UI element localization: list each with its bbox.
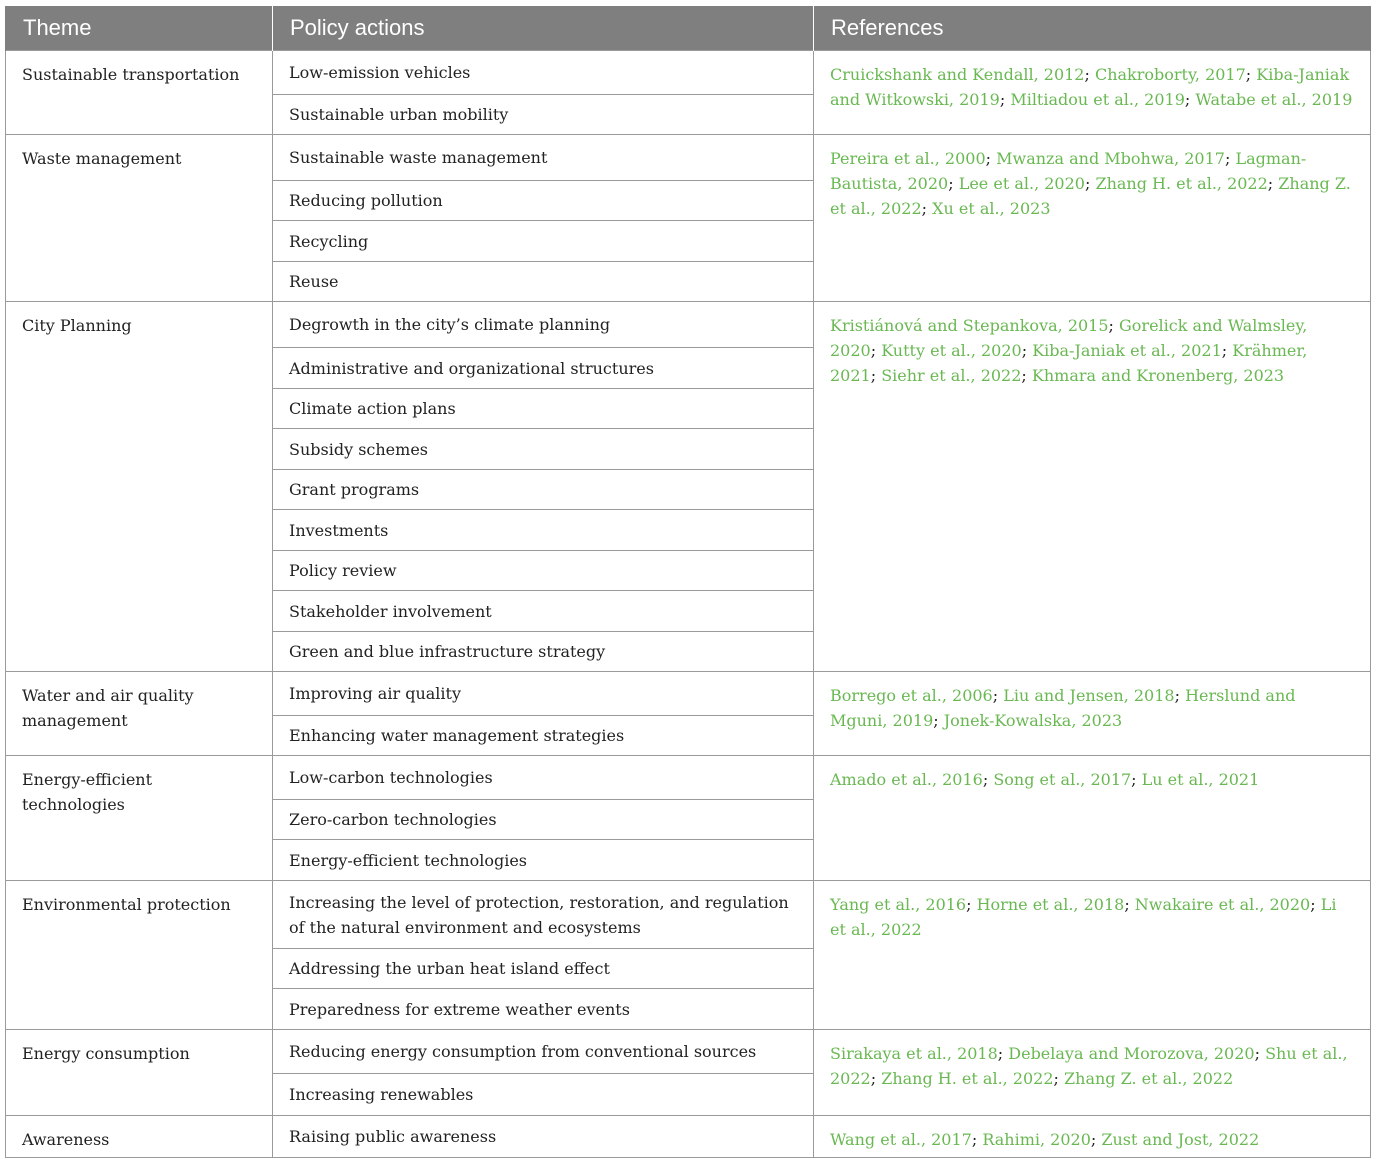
reference-separator: ; <box>1021 366 1032 385</box>
reference-link[interactable]: Lu et al., 2021 <box>1141 770 1260 789</box>
policy-action-cell: Reuse <box>273 262 814 302</box>
theme-cell: Waste management <box>6 135 273 302</box>
reference-separator: ; <box>1245 65 1257 84</box>
policy-action-cell: Addressing the urban heat island effect <box>273 949 814 989</box>
policy-action-cell: Zero-carbon technologies <box>273 800 814 840</box>
reference-link[interactable]: Liu and Jensen, 2018 <box>1003 686 1175 705</box>
reference-separator: ; <box>985 149 997 168</box>
theme-cell: Environmental protection <box>6 881 273 1030</box>
references-cell <box>814 51 1371 135</box>
reference-separator: ; <box>1310 895 1321 914</box>
reference-separator: ; <box>992 686 1004 705</box>
policy-table <box>5 6 1371 1158</box>
policy-action-cell: Climate action plans <box>273 389 814 429</box>
reference-link[interactable]: Xu et al., 2023 <box>932 199 1051 218</box>
reference-separator: ; <box>1254 1044 1266 1063</box>
reference-separator: ; <box>1221 341 1233 360</box>
policy-action-cell: Improving air quality <box>273 672 814 716</box>
reference-link[interactable]: Mwanza and Mbohwa, 2017 <box>996 149 1225 168</box>
table-row <box>6 1030 1371 1074</box>
reference-link[interactable]: Kutty et al., 2020 <box>881 341 1022 360</box>
policy-action-cell: Green and blue infrastructure strategy <box>273 632 814 672</box>
theme-cell: Energy consumption <box>6 1030 273 1116</box>
reference-separator: ; <box>870 341 882 360</box>
theme-cell: City Planning <box>6 302 273 672</box>
header-references: References <box>814 6 1371 51</box>
reference-link[interactable]: Jonek-Kowalska, 2023 <box>943 711 1123 730</box>
policy-action-cell: Low-carbon technologies <box>273 756 814 800</box>
reference-link[interactable]: Pereira et al., 2000 <box>830 149 986 168</box>
reference-separator: ; <box>997 1044 1009 1063</box>
reference-separator: ; <box>1184 90 1196 109</box>
reference-link[interactable]: Song et al., 2017 <box>993 770 1132 789</box>
references-cell <box>814 756 1371 881</box>
policy-action-cell: Reducing pollution <box>273 181 814 221</box>
reference-separator: ; <box>921 199 933 218</box>
reference-link[interactable]: Gorelick and Walmsley, 2020 <box>830 316 1308 360</box>
table-row <box>6 135 1371 181</box>
reference-separator: ; <box>982 770 994 789</box>
policy-action-cell: Recycling <box>273 221 814 262</box>
policy-action-cell: Policy review <box>273 551 814 591</box>
reference-link[interactable]: Kristiánová and Stepankova, 2015 <box>830 316 1109 335</box>
header-row <box>6 6 1371 51</box>
reference-link[interactable]: Zhang Z. et al., 2022 <box>1064 1069 1234 1088</box>
reference-link[interactable]: Lagman-Bautista, 2020 <box>830 149 1307 193</box>
reference-separator: ; <box>1224 149 1236 168</box>
reference-link[interactable]: Debelaya and Morozova, 2020 <box>1008 1044 1255 1063</box>
reference-separator: ; <box>1131 770 1142 789</box>
references-cell <box>814 1030 1371 1116</box>
policy-action-cell: Investments <box>273 510 814 551</box>
references-cell <box>814 135 1371 302</box>
policy-action-cell: Preparedness for extreme weather events <box>273 989 814 1030</box>
theme-cell: Sustainable transportation <box>6 51 273 135</box>
reference-separator: ; <box>1267 174 1279 193</box>
reference-link[interactable]: Cruickshank and Kendall, 2012 <box>830 65 1085 84</box>
reference-link[interactable]: Borrego et al., 2006 <box>830 686 993 705</box>
reference-separator: ; <box>966 895 977 914</box>
policy-action-cell: Raising public awareness <box>273 1116 814 1158</box>
policy-action-cell: Sustainable waste management <box>273 135 814 181</box>
header-policy-actions: Policy actions <box>273 6 814 51</box>
reference-separator: ; <box>1090 1130 1102 1149</box>
table-row <box>6 1116 1371 1158</box>
policy-action-cell: Reducing energy consumption from conventional sources <box>273 1030 814 1074</box>
policy-action-cell: Sustainable urban mobility <box>273 95 814 135</box>
reference-separator: ; <box>1084 65 1095 84</box>
reference-separator: ; <box>1108 316 1120 335</box>
reference-link[interactable]: Yang et al., 2016 <box>830 895 967 914</box>
reference-link[interactable]: Zhang H. et al., 2022 <box>881 1069 1054 1088</box>
reference-link[interactable]: Zhang H. et al., 2022 <box>1095 174 1268 193</box>
reference-separator: ; <box>870 1069 882 1088</box>
reference-link[interactable]: Watabe et al., 2019 <box>1195 90 1353 109</box>
table-row <box>6 756 1371 800</box>
reference-separator: ; <box>1021 341 1033 360</box>
policy-action-cell: Low-emission vehicles <box>273 51 814 95</box>
policy-action-cell: Enhancing water management strategies <box>273 716 814 756</box>
reference-link[interactable]: Shu et al., 2022 <box>830 1044 1348 1088</box>
reference-link[interactable]: Horne et al., 2018 <box>976 895 1125 914</box>
reference-separator: ; <box>999 90 1011 109</box>
reference-separator: ; <box>1174 686 1186 705</box>
reference-separator: ; <box>933 711 944 730</box>
reference-link[interactable]: Sirakaya et al., 2018 <box>830 1044 998 1063</box>
reference-separator: ; <box>1084 174 1096 193</box>
reference-link[interactable]: Khmara and Kronenberg, 2023 <box>1031 366 1285 385</box>
theme-cell: Water and air quality management <box>6 672 273 756</box>
table-row <box>6 51 1371 95</box>
reference-link[interactable]: Siehr et al., 2022 <box>881 366 1022 385</box>
policy-action-cell: Grant programs <box>273 470 814 510</box>
reference-separator: ; <box>1124 895 1135 914</box>
policy-action-cell: Administrative and organizational structures <box>273 348 814 389</box>
reference-separator: ; <box>1053 1069 1065 1088</box>
policy-action-cell: Degrowth in the city’s climate planning <box>273 302 814 348</box>
reference-link[interactable]: Krähmer, 2021 <box>830 341 1308 385</box>
reference-link[interactable]: Wang et al., 2017 <box>830 1130 972 1149</box>
reference-separator: ; <box>948 174 959 193</box>
policy-action-cell: Increasing renewables <box>273 1074 814 1116</box>
reference-link[interactable]: Zust and Jost, 2022 <box>1101 1130 1260 1149</box>
references-cell <box>814 672 1371 756</box>
reference-separator: ; <box>971 1130 983 1149</box>
table-row <box>6 672 1371 716</box>
reference-link[interactable]: Zhang Z. et al., 2022 <box>830 174 1351 218</box>
references-cell <box>814 1116 1371 1158</box>
policy-action-cell: Stakeholder involvement <box>273 591 814 632</box>
reference-link[interactable]: Kiba-Janiak and Witkowski, 2019 <box>830 65 1350 109</box>
policy-action-cell: Subsidy schemes <box>273 429 814 470</box>
reference-link[interactable]: Chakroborty, 2017 <box>1094 65 1246 84</box>
policy-action-cell: Energy-efficient technologies <box>273 840 814 881</box>
reference-link[interactable]: Herslund and Mguni, 2019 <box>830 686 1296 730</box>
reference-link[interactable]: Miltiadou et al., 2019 <box>1010 90 1185 109</box>
reference-link[interactable]: Amado et al., 2016 <box>830 770 983 789</box>
policy-action-cell: Increasing the level of protection, restoration, and regulation of the natural environment and ecosystems <box>273 881 814 949</box>
table-body <box>6 51 1371 1158</box>
table-row <box>6 302 1371 348</box>
reference-link[interactable]: Kiba-Janiak et al., 2021 <box>1032 341 1222 360</box>
reference-link[interactable]: Rahimi, 2020 <box>982 1130 1091 1149</box>
reference-link[interactable]: Li et al., 2022 <box>830 895 1337 939</box>
reference-separator: ; <box>870 366 882 385</box>
table-row <box>6 881 1371 949</box>
references-cell <box>814 302 1371 672</box>
references-cell <box>814 881 1371 1030</box>
reference-link[interactable]: Lee et al., 2020 <box>958 174 1085 193</box>
header-theme: Theme <box>6 6 273 51</box>
theme-cell: Awareness <box>6 1116 273 1158</box>
theme-cell: Energy-efficient technologies <box>6 756 273 881</box>
reference-link[interactable]: Nwakaire et al., 2020 <box>1134 895 1311 914</box>
